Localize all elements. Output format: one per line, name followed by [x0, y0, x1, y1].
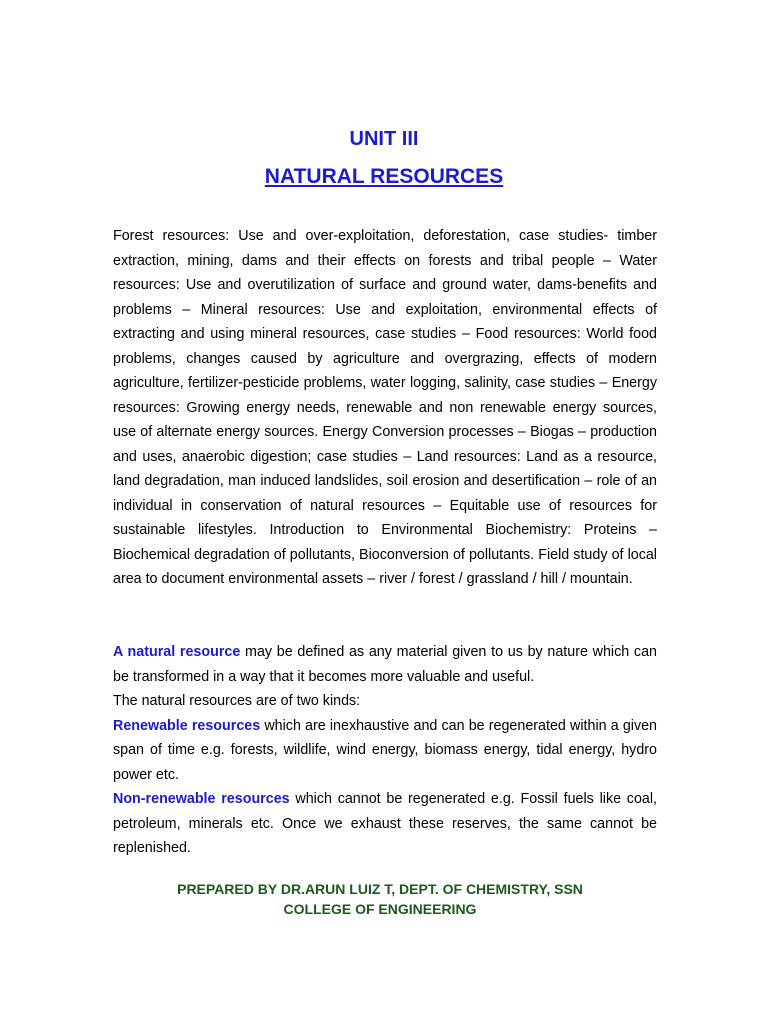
- footer-line-1: PREPARED BY DR.ARUN LUIZ T, DEPT. OF CHEMISTRY, SSN: [177, 881, 583, 897]
- kinds-statement: The natural resources are of two kinds:: [113, 693, 361, 709]
- renewable-term: Renewable resources: [113, 717, 261, 734]
- nonrenewable-definition: [113, 787, 657, 861]
- footer-line-2: COLLEGE OF ENGINEERING: [283, 901, 477, 917]
- nonrenewable-text: which cannot be regenerated e.g. Fossil fuels like coal, petroleum, minerals etc. Once we exhaust these reserves, the same cannot be replenished.: [113, 791, 658, 856]
- nonrenewable-term: Non-renewable resources: [113, 791, 290, 807]
- syllabus-paragraph: Forest resources: Use and over-exploitation, deforestation, case studies- timber extraction, mining, dams and their effects on forests and tribal people – Water resources: Use and overutilization of surface and ground water, dams-benefits and problems – Mineral resources: Use and exploitation, environmental effects of extracting and using mineral resources, case studies – Food resources: World food problems, changes caused by agriculture and overgrazing, effects of modern agriculture, fertilizer-pesticide problems, water logging, salinity, case studies – Energy resources: Growing energy needs, renewable and non renewable energy sources, use of alternate energy sources. Energy Conversion processes – Biogas – production and uses, anaerobic digestion; case studies – Land resources: Land as a resource, land degradation, man induced landslides, soil erosion and desertification – role of an individual in conservation of natural resources – Equitable use of resources for sustainable lifestyles. Introduction to Environmental Biochemistry: Proteins –Biochemical degradation of pollutants, Bioconversion of pollutants. Field study of local area to document environmental assets – river / forest / grassland / hill / mountain.: [113, 228, 657, 587]
- natural-resource-text: may be defined as any material given to us by nature which can be transformed in a way that it becomes more valuable and useful.: [113, 644, 657, 685]
- author-footer: [100, 879, 660, 919]
- section-title: NATURAL RESOURCES: [264, 165, 504, 188]
- unit-heading: UNIT III: [349, 128, 419, 150]
- natural-resource-term: A natural resource: [113, 644, 241, 660]
- definitions-block: [113, 640, 657, 861]
- natural-resource-definition: [113, 640, 657, 689]
- renewable-text: which are inexhaustive and can be regenerated within a given span of time e.g. forests, wildlife, wind energy, biomass energy, tidal energy, hydro power etc.: [113, 717, 658, 783]
- renewable-definition: [113, 714, 657, 788]
